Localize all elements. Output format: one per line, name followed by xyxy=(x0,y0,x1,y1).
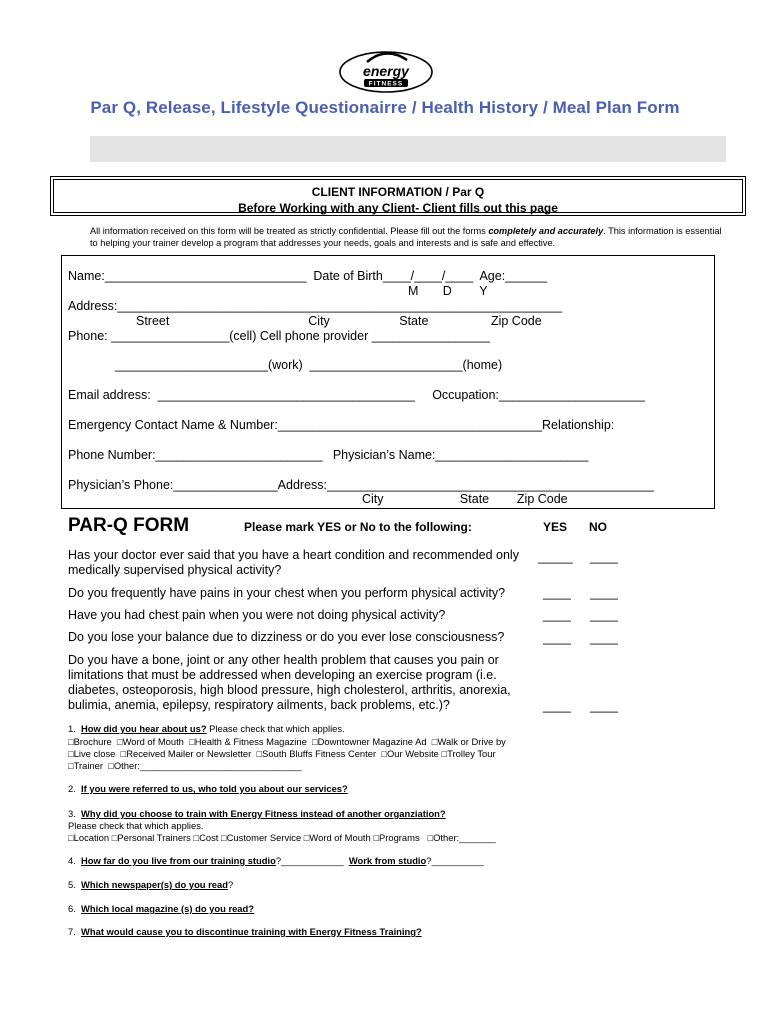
name-dob-age-fields[interactable]: Name:_____________________________ Date of Birth____/____/____ Age:______ xyxy=(68,269,547,283)
note-text: All information received on this form will be treated as strictly confidential. Please fill out the forms xyxy=(90,226,489,236)
q1-number: 1. xyxy=(68,723,82,734)
client-info-box xyxy=(61,255,715,509)
q1-options-row-1[interactable]: □Brochure □Word of Mouth □Health & Fitness Magazine □Downtowner Magazine Ad □Walk or Drive by xyxy=(68,736,506,747)
survey-q1 xyxy=(68,723,748,735)
page-title: Par Q, Release, Lifestyle Questionairre / Health History / Meal Plan Form xyxy=(90,98,680,117)
parq-question-3: Have you had chest pain when you were not doing physical activity? xyxy=(68,608,446,622)
address-sub-labels: Street City State Zip Code xyxy=(136,314,542,328)
q4-work-title: Work from studio xyxy=(348,855,427,866)
q3-number: 3. xyxy=(68,808,82,819)
q3-options[interactable]: □Location □Personal Trainers □Cost □Customer Service □Word of Mouth □Programs □Other:_______ xyxy=(68,832,496,843)
physician-address-sub-labels: City State Zip Code xyxy=(362,492,568,506)
confidentiality-note xyxy=(90,225,730,249)
emergency-contact-field[interactable]: Emergency Contact Name & Number:______________________________________Relationship: xyxy=(68,418,615,432)
q1-title: How did you hear about us? xyxy=(81,723,207,734)
header-bar xyxy=(90,136,726,162)
survey-q4 xyxy=(68,855,748,867)
q2-title: If you were referred to us, who told you about our services? xyxy=(81,783,348,794)
q7-title: What would cause you to discontinue training with Energy Fitness Training? xyxy=(81,926,422,937)
survey-q6 xyxy=(68,903,748,915)
q4-title: How far do you live from our training studio xyxy=(81,855,276,866)
client-info-header xyxy=(50,176,746,216)
no-column-header: NO xyxy=(589,520,607,534)
parq-q5-yes[interactable]: ____ xyxy=(543,699,571,713)
q6-number: 6. xyxy=(68,903,82,914)
parq-question-2: Do you frequently have pains in your chest when you perform physical activity? xyxy=(68,586,506,600)
note-text-end: . This information is essential to helping your trainer develop a program that addresses your needs, goals and interests and is safe and effective. xyxy=(90,226,722,248)
address-field[interactable]: Address:________________________________________________________________ xyxy=(68,299,563,313)
q5-number: 5. xyxy=(68,879,82,890)
parq-q4-no[interactable]: ____ xyxy=(590,631,618,645)
parq-q5-no[interactable]: ____ xyxy=(590,699,618,713)
parq-q2-yes[interactable]: ____ xyxy=(543,586,571,600)
survey-q5 xyxy=(68,879,748,891)
survey-q3 xyxy=(68,808,748,820)
phone-cell-field[interactable]: Phone: _________________(cell) Cell phone provider _________________ xyxy=(68,329,490,343)
q4-work-blank[interactable]: ?__________ xyxy=(426,855,484,866)
parq-q2-no[interactable]: ____ xyxy=(590,586,618,600)
email-occupation-field[interactable]: Email address: _____________________________________ Occupation:_____________________ xyxy=(68,388,645,402)
svg-text:energy: energy xyxy=(363,63,409,79)
parq-instruction: Please mark YES or No to the following: xyxy=(244,520,472,534)
q4-blank[interactable]: ?____________ xyxy=(275,855,349,866)
work-home-phone-field[interactable]: ______________________(work) ______________________(home) xyxy=(115,358,503,372)
q6-title: Which local magazine (s) do you read? xyxy=(81,903,254,914)
q7-number: 7. xyxy=(68,926,82,937)
parq-q3-no[interactable]: ____ xyxy=(590,608,618,622)
parq-question-4: Do you lose your balance due to dizziness or do you ever lose consciousness? xyxy=(68,630,505,644)
q2-number: 2. xyxy=(68,783,82,794)
yes-column-header: YES xyxy=(543,520,568,534)
parq-question-5: Do you have a bone, joint or any other health problem that causes you pain or limitations that must be addressed when developing an exercise program (i.e. diabetes, osteoporosis, high blood pressure, high cholesterol, arthritis, anorexia, bulimia, anemia, epilepsy, respiratory ailments, back problems, etc.)? xyxy=(68,653,511,712)
parq-q3-yes[interactable]: ____ xyxy=(543,608,571,622)
physician-phone-address-field[interactable]: Physician’s Phone:_______________Address:_______________________________________________ xyxy=(68,478,654,492)
q4-number: 4. xyxy=(68,855,82,866)
svg-text:FITNESS: FITNESS xyxy=(368,80,404,88)
note-emphasis: completely and accurately xyxy=(488,226,604,236)
phone-physician-field[interactable]: Phone Number:________________________ Physician’s Name:______________________ xyxy=(68,448,589,462)
q3-title: Why did you choose to train with Energy Fitness instead of another organziation? xyxy=(81,808,446,819)
q1-note: Please check that which applies. xyxy=(206,723,345,734)
parq-q1-yes[interactable]: _____ xyxy=(538,550,573,564)
parq-question-1: Has your doctor ever said that you have a heart condition and recommended only medically supervised physical activity? xyxy=(68,548,519,577)
parq-q4-yes[interactable]: ____ xyxy=(543,631,571,645)
survey-q7 xyxy=(68,926,748,938)
survey-q2 xyxy=(68,783,748,795)
q5-title: Which newspaper(s) do you read xyxy=(81,879,228,890)
parq-q1-no[interactable]: ____ xyxy=(590,550,618,564)
parq-title: PAR-Q FORM xyxy=(68,515,190,536)
client-info-subtitle: Before Working with any Client- Client fills out this page xyxy=(238,201,558,215)
q1-options-row-2[interactable]: □Live close □Received Mailer or Newsletter □South Bluffs Fitness Center □Our Website □Trolley Tour xyxy=(68,748,496,759)
q3-note: Please check that which applies. xyxy=(68,820,204,831)
client-info-title: CLIENT INFORMATION / Par Q xyxy=(311,185,485,199)
dob-label-sub: M D Y xyxy=(408,284,488,298)
energy-fitness-logo xyxy=(337,48,435,94)
q1-options-row-3[interactable]: □Trainer □Other:_______________________________ xyxy=(68,760,302,771)
q5-end: ? xyxy=(227,879,234,890)
